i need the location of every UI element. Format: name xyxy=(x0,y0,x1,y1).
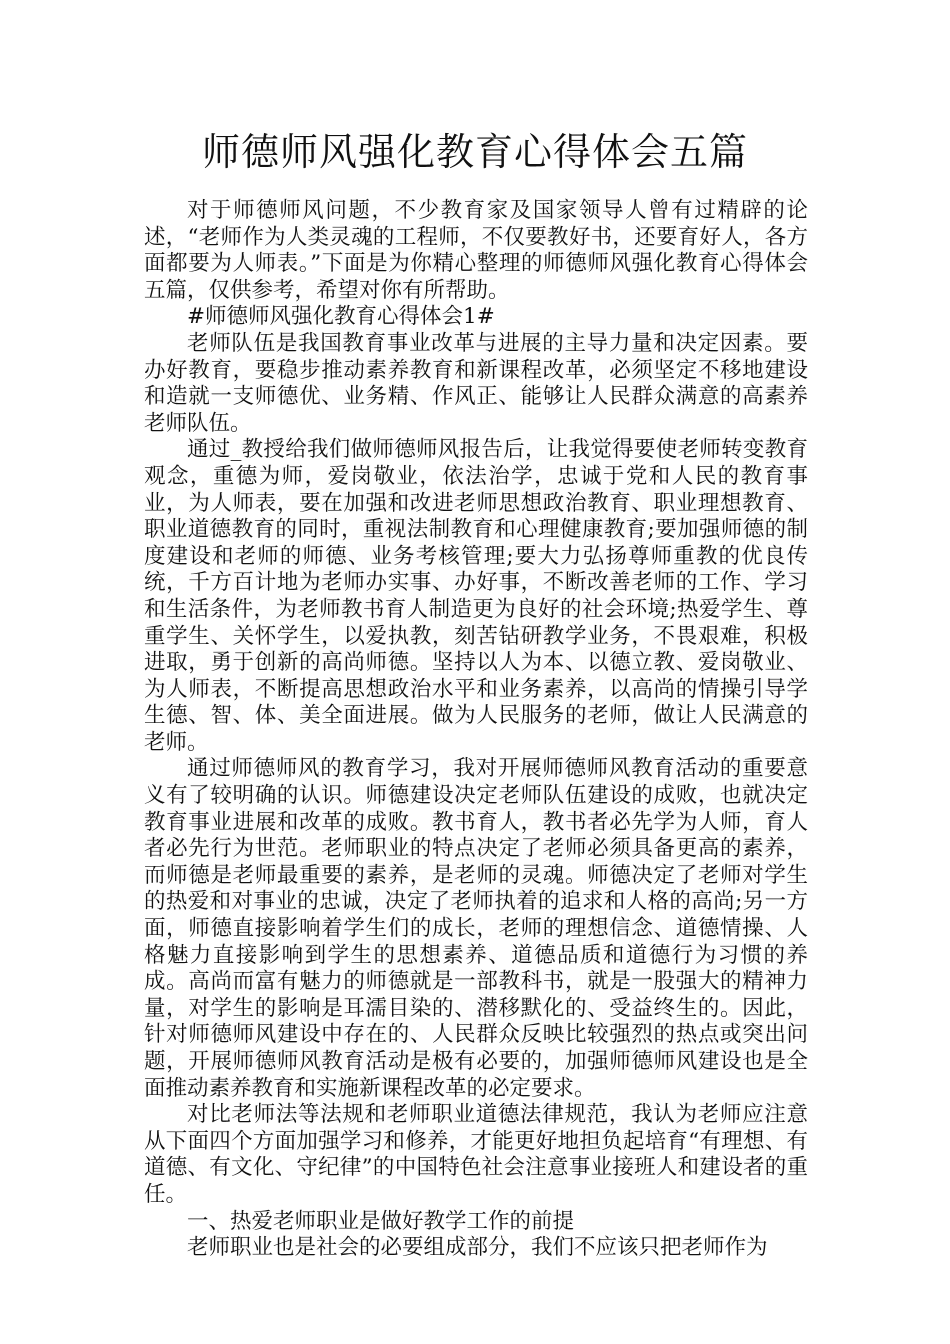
subheading: 一、热爱老师职业是做好教学工作的前提 xyxy=(187,1208,575,1234)
body-paragraph: 老师职业也是社会的必要组成部分，我们不应该只把老师作为 xyxy=(187,1235,768,1261)
body-paragraph: 对比老师法等法规和老师职业道德法律规范，我认为老师应注意从下面四个方面加强学习和修养，才能更好地担负起培育“有理想、有道德、有文化、守纪律”的中国特色社会注意事业接班人和建设者的重任。 xyxy=(144,1102,808,1207)
body-paragraph: 通过_教授给我们做师德师风报告后，让我觉得要使老师转变教育观念，重德为师，爱岗敬业，依法治学，忠诚于党和人民的教育事业，为人师表，要在加强和改进老师思想政治教育、职业理想教育、职业道德教育的同时，重视法制教育和心理健康教育;要加强师德的制度建设和老师的师德、业务考核管理;要大力弘扬尊师重教的优良传统，千方百计地为老师办实事、办好事，不断改善老师的工作、学习和生活条件，为老师教书育人制造更为良好的社会环境;热爱学生、尊重学生、关怀学生，以爱执教，刻苦钻研教学业务，不畏艰难，积极进取，勇于创新的高尚师德。坚持以人为本、以德立教、爱岗敬业、为人师表，不断提高思想政治水平和业务素养，以高尚的情操引导学生德、智、体、美全面进展。做为人民服务的老师，做让人民满意的老师。 xyxy=(144,437,808,755)
section-heading-1: #师德师风强化教育心得体会1# xyxy=(187,304,495,330)
document-body xyxy=(144,198,808,1262)
body-paragraph: 通过师德师风的教育学习，我对开展师德师风教育活动的重要意义有了较明确的认识。师德建设决定老师队伍建设的成败，也就决定教育事业进展和改革的成败。教书育人，教书者必先学为人师，育人者必先行为世范。老师职业的特点决定了老师必须具备更高的素养，而师德是老师最重要的素养，是老师的灵魂。师德决定了老师对学生的热爱和对事业的忠诚，决定了老师执着的追求和人格的高尚;另一方面，师德直接影响着学生们的成长，老师的理想信念、道德情操、人格魅力直接影响到学生的思想素养、道德品质和道德行为习惯的养成。高尚而富有魅力的师德就是一部教科书，就是一股强大的精神力量，对学生的影响是耳濡目染的、潜移默化的、受益终生的。因此，针对师德师风建设中存在的、人民群众反映比较强烈的热点或突出问题，开展师德师风教育活动是极有必要的，加强师德师风建设也是全面推动素养教育和实施新课程改革的必定要求。 xyxy=(144,756,808,1101)
body-paragraph: 老师队伍是我国教育事业改革与进展的主导力量和决定因素。要办好教育，要稳步推动素养教育和新课程改革，必须坚定不移地建设和造就一支师德优、业务精、作风正、能够让人民群众满意的高素养老师队伍。 xyxy=(144,330,808,436)
document-title: 师德师风强化教育心得体会五篇 xyxy=(201,130,748,174)
intro-paragraph: 对于师德师风问题，不少教育家及国家领导人曾有过精辟的论述，“老师作为人类灵魂的工程师，不仅要教好书，还要育好人，各方面都要为人师表。”下面是为你精心整理的师德师风强化教育心得体会五篇，仅供参考，希望对你有所帮助。 xyxy=(144,198,808,303)
